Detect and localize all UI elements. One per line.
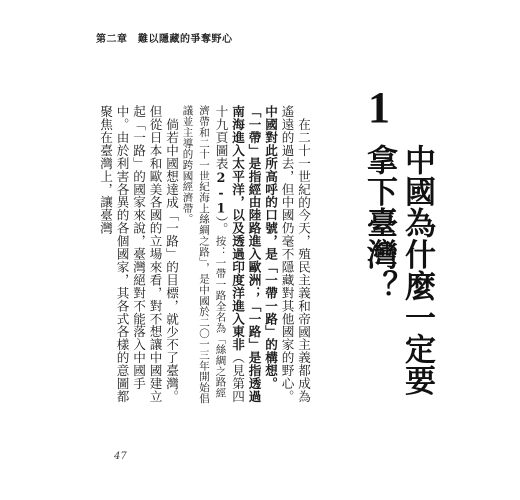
page-number: 47 xyxy=(114,451,127,462)
figure-reference: 2-1 xyxy=(213,169,229,216)
body-text xyxy=(97,105,312,405)
paragraph-1-ref-text: （見第四十九頁圖表 xyxy=(213,105,245,403)
editor-note: 按：一帶一路全名為「絲綢之路經濟帶和二十一世紀海上絲綢之路」，是中國於二〇一三年開始倡議並主導的跨國經濟帶。 xyxy=(181,105,227,404)
paragraph-1-tail: ）。 xyxy=(213,215,229,236)
emphasized-text: 中國對此所高呼的口號，是「一帶一路」的構想。「一帶」是指經由陸路進入歐洲；「一路」是指透過南海進入太平洋，以及透過印度洋進入東非 xyxy=(230,105,278,403)
chapter-number: 1 xyxy=(368,83,390,132)
chapter-heading xyxy=(348,83,435,416)
paragraph-2 xyxy=(97,105,180,405)
chapter-title: 中國為什麼一定要拿下臺灣？ xyxy=(361,144,435,396)
paragraph-1 xyxy=(179,105,311,405)
paragraph-1-text: 在二十一世紀的今天，殖民主義和帝國主義都成為遙遠的過去，但中國仍毫不隱藏對其他國家的野心。 xyxy=(279,105,311,403)
running-head: 第二章 難以隱藏的爭奪野心 xyxy=(96,34,233,45)
paragraph-2-text: 倘若中國想達成「一路」的目標，就少不了臺灣。但從日本和歐美各國的立場來看，對不想讓中國建立起「一路」的國家來說，臺灣絕對不能落入中國手中。由於利害各異的各個國家，其各式各樣的意圖都聚焦在臺灣上，讓臺灣 xyxy=(98,105,179,403)
